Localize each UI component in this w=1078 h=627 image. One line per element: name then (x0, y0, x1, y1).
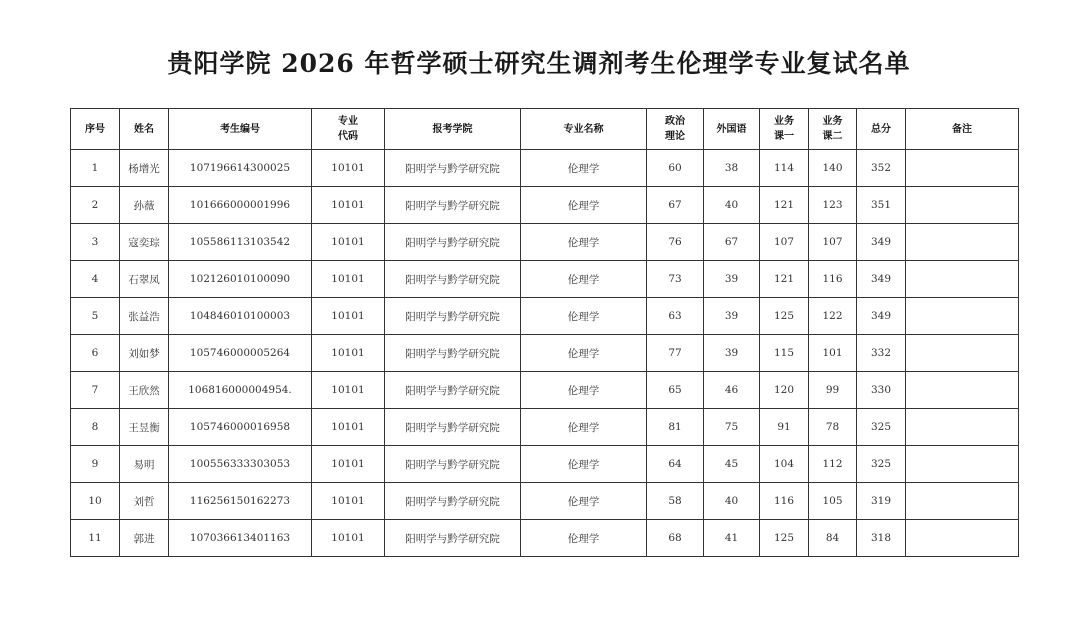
column-header-note: 备注 (906, 109, 1019, 150)
cell-college: 阳明学与黔学研究院 (385, 483, 521, 520)
cell-total: 330 (857, 372, 906, 409)
cell-major-code: 10101 (312, 446, 385, 483)
cell-major: 伦理学 (521, 520, 647, 557)
cell-exam-id: 116256150162273 (169, 483, 312, 520)
cell-subject-2: 101 (809, 335, 857, 372)
cell-subject-2: 116 (809, 261, 857, 298)
column-header-subject-1 (760, 109, 809, 150)
cell-major-code: 10101 (312, 372, 385, 409)
cell-total: 319 (857, 483, 906, 520)
cell-exam-id: 101666000001996 (169, 187, 312, 224)
column-header-politics-label: 政治理论 (665, 116, 685, 142)
cell-major-code: 10101 (312, 298, 385, 335)
cell-foreign-language: 75 (704, 409, 760, 446)
cell-total: 352 (857, 150, 906, 187)
cell-subject-2: 99 (809, 372, 857, 409)
cell-no: 6 (71, 335, 120, 372)
cell-foreign-language: 46 (704, 372, 760, 409)
cell-exam-id: 102126010100090 (169, 261, 312, 298)
cell-major: 伦理学 (521, 335, 647, 372)
cell-subject-2: 105 (809, 483, 857, 520)
cell-subject-2: 123 (809, 187, 857, 224)
cell-note (906, 520, 1019, 557)
cell-major-code: 10101 (312, 520, 385, 557)
cell-name: 易明 (120, 446, 169, 483)
cell-politics: 67 (647, 187, 704, 224)
cell-total: 332 (857, 335, 906, 372)
cell-major: 伦理学 (521, 372, 647, 409)
cell-exam-id: 107036613401163 (169, 520, 312, 557)
cell-politics: 81 (647, 409, 704, 446)
cell-major: 伦理学 (521, 261, 647, 298)
cell-subject-1: 121 (760, 261, 809, 298)
column-header-name: 姓名 (120, 109, 169, 150)
column-header-major-code (312, 109, 385, 150)
cell-note (906, 409, 1019, 446)
cell-name: 郭进 (120, 520, 169, 557)
cell-foreign-language: 67 (704, 224, 760, 261)
cell-subject-1: 116 (760, 483, 809, 520)
cell-subject-2: 122 (809, 298, 857, 335)
column-header-politics (647, 109, 704, 150)
cell-total: 318 (857, 520, 906, 557)
column-header-foreign-language: 外国语 (704, 109, 760, 150)
cell-no: 4 (71, 261, 120, 298)
cell-total: 351 (857, 187, 906, 224)
cell-politics: 73 (647, 261, 704, 298)
cell-foreign-language: 40 (704, 187, 760, 224)
column-header-exam-id: 考生编号 (169, 109, 312, 150)
cell-total: 349 (857, 224, 906, 261)
cell-exam-id: 105746000016958 (169, 409, 312, 446)
cell-exam-id: 105746000005264 (169, 335, 312, 372)
cell-subject-1: 125 (760, 520, 809, 557)
cell-no: 2 (71, 187, 120, 224)
cell-college: 阳明学与黔学研究院 (385, 187, 521, 224)
cell-no: 10 (71, 483, 120, 520)
cell-major-code: 10101 (312, 224, 385, 261)
cell-note (906, 335, 1019, 372)
column-header-subject-2-label: 业务课二 (822, 116, 843, 142)
cell-note (906, 187, 1019, 224)
cell-college: 阳明学与黔学研究院 (385, 446, 521, 483)
cell-major: 伦理学 (521, 150, 647, 187)
header-row (71, 109, 1019, 150)
cell-note (906, 261, 1019, 298)
cell-name: 杨增光 (120, 150, 169, 187)
table-row (71, 298, 1019, 335)
cell-exam-id: 106816000004954. (169, 372, 312, 409)
column-header-major-code-label: 专业代码 (338, 116, 358, 142)
cell-college: 阳明学与黔学研究院 (385, 150, 521, 187)
cell-subject-2: 78 (809, 409, 857, 446)
cell-subject-1: 91 (760, 409, 809, 446)
cell-major: 伦理学 (521, 224, 647, 261)
cell-name: 刘哲 (120, 483, 169, 520)
cell-politics: 77 (647, 335, 704, 372)
cell-name: 刘如梦 (120, 335, 169, 372)
cell-major: 伦理学 (521, 446, 647, 483)
column-header-subject-2 (809, 109, 857, 150)
cell-college: 阳明学与黔学研究院 (385, 261, 521, 298)
cell-subject-2: 107 (809, 224, 857, 261)
cell-subject-1: 107 (760, 224, 809, 261)
table-row (71, 446, 1019, 483)
cell-college: 阳明学与黔学研究院 (385, 298, 521, 335)
table-row (71, 372, 1019, 409)
cell-major-code: 10101 (312, 150, 385, 187)
cell-total: 325 (857, 446, 906, 483)
cell-no: 7 (71, 372, 120, 409)
cell-politics: 65 (647, 372, 704, 409)
cell-college: 阳明学与黔学研究院 (385, 335, 521, 372)
column-header-college: 报考学院 (385, 109, 521, 150)
cell-note (906, 483, 1019, 520)
table-body (71, 150, 1019, 557)
table-header (71, 109, 1019, 150)
table-row (71, 409, 1019, 446)
cell-exam-id: 100556333303053 (169, 446, 312, 483)
table-row (71, 187, 1019, 224)
cell-name: 王欣然 (120, 372, 169, 409)
cell-foreign-language: 39 (704, 298, 760, 335)
cell-college: 阳明学与黔学研究院 (385, 372, 521, 409)
cell-note (906, 446, 1019, 483)
cell-major-code: 10101 (312, 261, 385, 298)
cell-major-code: 10101 (312, 483, 385, 520)
cell-name: 寇奕琮 (120, 224, 169, 261)
column-header-no: 序号 (71, 109, 120, 150)
cell-no: 8 (71, 409, 120, 446)
cell-college: 阳明学与黔学研究院 (385, 409, 521, 446)
cell-no: 3 (71, 224, 120, 261)
cell-note (906, 224, 1019, 261)
cell-name: 孙薇 (120, 187, 169, 224)
cell-name: 张益浩 (120, 298, 169, 335)
cell-subject-1: 121 (760, 187, 809, 224)
document-title: 贵阳学院 2026 年哲学硕士研究生调剂考生伦理学专业复试名单 (167, 49, 911, 78)
cell-politics: 76 (647, 224, 704, 261)
cell-no: 9 (71, 446, 120, 483)
cell-no: 5 (71, 298, 120, 335)
cell-no: 1 (71, 150, 120, 187)
column-header-subject-1-label: 业务课一 (774, 116, 794, 142)
cell-college: 阳明学与黔学研究院 (385, 520, 521, 557)
cell-major: 伦理学 (521, 187, 647, 224)
cell-subject-1: 125 (760, 298, 809, 335)
cell-note (906, 372, 1019, 409)
retest-roster-table (70, 108, 1019, 557)
cell-no: 11 (71, 520, 120, 557)
cell-foreign-language: 39 (704, 261, 760, 298)
column-header-major: 专业名称 (521, 109, 647, 150)
cell-subject-2: 84 (809, 520, 857, 557)
cell-foreign-language: 40 (704, 483, 760, 520)
cell-politics: 58 (647, 483, 704, 520)
cell-exam-id: 105586113103542 (169, 224, 312, 261)
cell-subject-1: 114 (760, 150, 809, 187)
cell-subject-1: 120 (760, 372, 809, 409)
cell-foreign-language: 41 (704, 520, 760, 557)
cell-foreign-language: 39 (704, 335, 760, 372)
cell-major-code: 10101 (312, 335, 385, 372)
table-row (71, 335, 1019, 372)
table-row (71, 224, 1019, 261)
cell-total: 349 (857, 298, 906, 335)
cell-total: 349 (857, 261, 906, 298)
column-header-total: 总分 (857, 109, 906, 150)
table-row (71, 520, 1019, 557)
cell-foreign-language: 38 (704, 150, 760, 187)
cell-major: 伦理学 (521, 409, 647, 446)
cell-major-code: 10101 (312, 409, 385, 446)
cell-major: 伦理学 (521, 298, 647, 335)
cell-politics: 63 (647, 298, 704, 335)
cell-college: 阳明学与黔学研究院 (385, 224, 521, 261)
cell-note (906, 298, 1019, 335)
cell-note (906, 150, 1019, 187)
cell-major-code: 10101 (312, 187, 385, 224)
cell-politics: 68 (647, 520, 704, 557)
cell-total: 325 (857, 409, 906, 446)
cell-subject-2: 112 (809, 446, 857, 483)
table-row (71, 483, 1019, 520)
cell-subject-1: 104 (760, 446, 809, 483)
cell-subject-2: 140 (809, 150, 857, 187)
cell-name: 石翠凤 (120, 261, 169, 298)
cell-subject-1: 115 (760, 335, 809, 372)
cell-exam-id: 104846010100003 (169, 298, 312, 335)
cell-name: 王昱衡 (120, 409, 169, 446)
table-row (71, 261, 1019, 298)
cell-exam-id: 107196614300025 (169, 150, 312, 187)
table-row (71, 150, 1019, 187)
cell-major: 伦理学 (521, 483, 647, 520)
cell-politics: 60 (647, 150, 704, 187)
cell-foreign-language: 45 (704, 446, 760, 483)
cell-politics: 64 (647, 446, 704, 483)
